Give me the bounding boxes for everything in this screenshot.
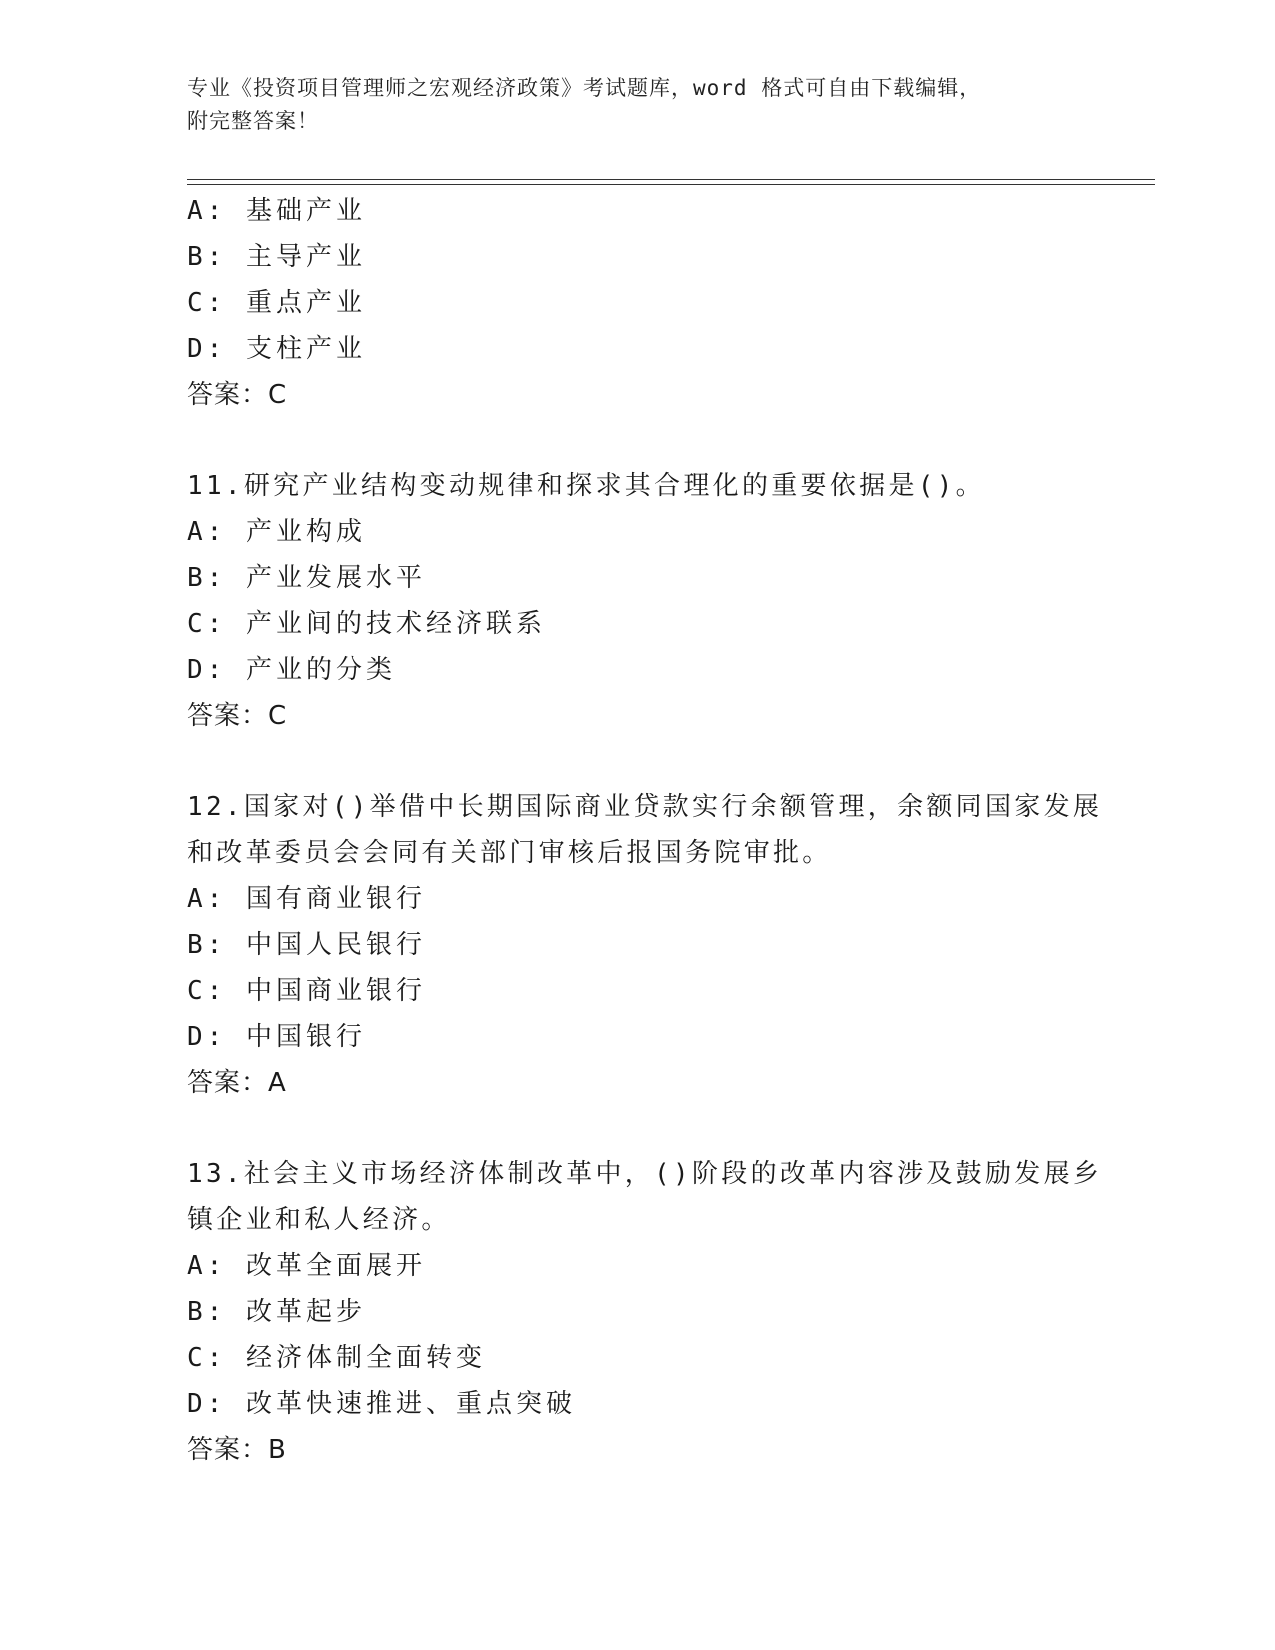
header-line-1: 专业《投资项目管理师之宏观经济政策》考试题库，word 格式可自由下载编辑， [187,76,982,100]
option-b: B: 中国人民银行 [187,930,426,960]
option-d: D: 产业的分类 [187,655,396,685]
document-header [187,72,1067,138]
option-d: D: 支柱产业 [187,334,366,364]
question-block-10 [187,188,1087,418]
question-text-line: 13.社会主义市场经济体制改革中，()阶段的改革内容涉及鼓励发展乡 [187,1159,1103,1189]
option-b: B: 改革起步 [187,1297,366,1327]
question-text-line: 12.国家对()举借中长期国际商业贷款实行余额管理，余额同国家发展 [187,792,1103,822]
option-d: D: 改革快速推进、重点突破 [187,1389,576,1419]
header-divider-top [187,179,1155,180]
option-c: C: 产业间的技术经济联系 [187,609,546,639]
option-b: B: 主导产业 [187,242,366,272]
option-b: B: 产业发展水平 [187,563,426,593]
option-a: A: 改革全面展开 [187,1251,426,1281]
answer-line: 答案：A [187,1068,287,1098]
option-a: A: 基础产业 [187,196,366,226]
question-text-line: 和改革委员会会同有关部门审核后报国务院审批。 [187,838,832,868]
option-d: D: 中国银行 [187,1022,366,1052]
question-block-13 [187,1151,1103,1473]
option-c: C: 中国商业银行 [187,976,426,1006]
header-divider-bottom [187,184,1155,185]
option-c: C: 经济体制全面转变 [187,1343,486,1373]
question-text-line: 11.研究产业结构变动规律和探求其合理化的重要依据是()。 [187,471,985,501]
option-a: A: 产业构成 [187,517,366,547]
question-list [187,188,1103,1518]
header-line-2: 附完整答案！ [187,109,319,133]
answer-line: 答案：B [187,1435,287,1465]
question-block-11 [187,463,1087,739]
question-text-line: 镇企业和私人经济。 [187,1205,451,1235]
answer-line: 答案：C [187,701,288,731]
option-a: A: 国有商业银行 [187,884,426,914]
question-block-12 [187,784,1103,1106]
option-c: C: 重点产业 [187,288,366,318]
answer-line: 答案：C [187,380,288,410]
